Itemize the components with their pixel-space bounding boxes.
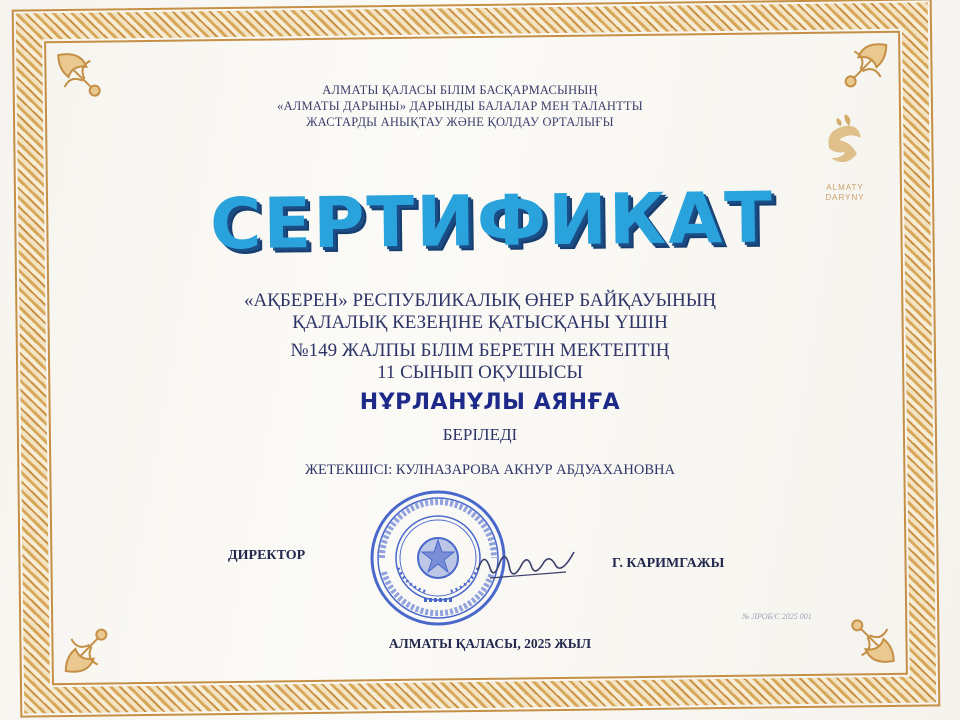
issuer-line-3: ЖАСТАРДЫ АНЫҚТАУ ЖӘНЕ ҚОЛДАУ ОРТАЛЫҒЫ <box>306 115 614 129</box>
logo-emblem-icon <box>815 108 875 178</box>
place-and-year: АЛМАТЫ ҚАЛАСЫ, 2025 ЖЫЛ <box>388 636 592 651</box>
supervisor-line: ЖЕТЕКШІСІ: КУЛНАЗАРОВА АКНУР АБДУАХАНОВНА <box>305 462 675 478</box>
director-signature-icon <box>470 540 580 590</box>
recipient-name: НҰРЛАНҰЛЫ АЯНҒА <box>359 390 621 415</box>
given-label: БЕРІЛЕДІ <box>442 425 518 444</box>
logo-text-2: DARYNY <box>825 193 865 202</box>
corner-ornament-top-right <box>834 37 895 98</box>
issuer-header <box>150 82 770 130</box>
director-label: ДИРЕКТОР <box>228 548 306 563</box>
almaty-daryny-logo <box>800 108 890 208</box>
issuer-line-1: АЛМАТЫ ҚАЛАСЫ БІЛІМ БАСҚАРМАСЫНЫҢ <box>322 83 598 97</box>
award-line-1: «АҚБЕРЕН» РЕСПУБЛИКАЛЫҚ ӨНЕР БАЙҚАУЫНЫҢ <box>243 290 717 311</box>
corner-ornament-bottom-right <box>841 609 902 670</box>
corner-ornament-top-left <box>50 46 111 107</box>
school-line: №149 ЖАЛПЫ БІЛІМ БЕРЕТІН МЕКТЕПТІҢ <box>290 340 670 361</box>
issuer-line-2: «АЛМАТЫ ДАРЫНЫ» ДАРЫНДЫ БАЛАЛАР МЕН ТАЛАНТТЫ <box>277 99 643 113</box>
registration-number: № ЛРОБ/С 2025 001 <box>742 612 812 621</box>
logo-text-1: ALMATY <box>826 183 864 192</box>
grade-line: 11 СЫНЫП ОҚУШЫСЫ <box>377 362 583 383</box>
corner-ornament-bottom-left <box>57 618 118 679</box>
director-name: Г. КАРИМГАЖЫ <box>612 556 725 571</box>
award-line-2: ҚАЛАЛЫҚ КЕЗЕҢІНЕ ҚАТЫСҚАНЫ ҮШІН <box>292 312 668 333</box>
certificate-title: СЕРТИФИКАТ <box>209 176 775 266</box>
